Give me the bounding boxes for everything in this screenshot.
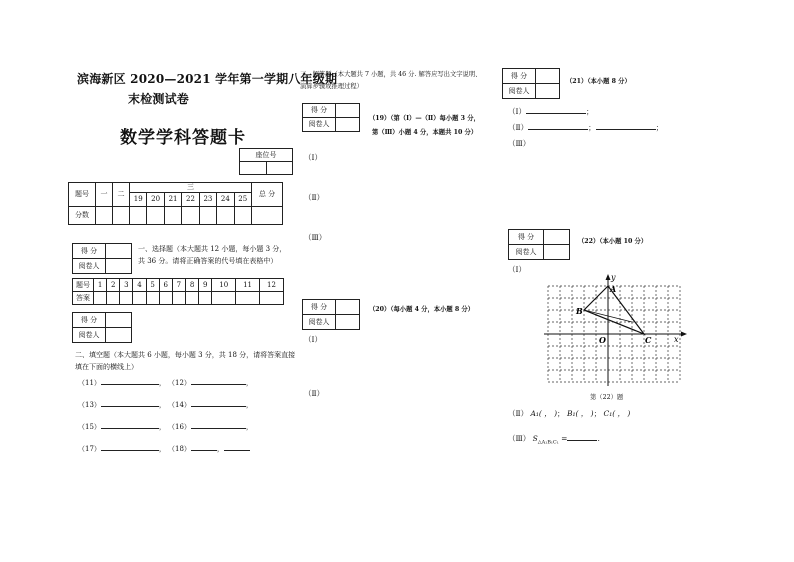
section2-instructions-line1: 二、填空题（本大题共 6 小题，每小题 3 分，共 18 分，请将答案直接 <box>75 351 296 359</box>
grader-score-cell[interactable] <box>336 104 360 118</box>
grader-score-label: 得 分 <box>509 230 544 245</box>
section1-instructions-line2: 共 36 分。请将正确答案的代号填在表格中） <box>138 257 278 265</box>
blank-line[interactable] <box>191 450 217 451</box>
blank-item-18: （18） ， <box>168 446 250 453</box>
area-subscript: △A₁B₁C₁ <box>537 439 559 446</box>
grader-name-label: 阅卷人 <box>73 328 106 343</box>
blank-item-11: （11） ， <box>78 379 166 387</box>
grader-name-cell[interactable] <box>106 259 132 274</box>
blank-item-16: （16） ， <box>168 423 253 431</box>
choice-answer-cell[interactable] <box>146 292 159 305</box>
blank-line[interactable] <box>224 450 250 451</box>
blank-line[interactable] <box>101 406 159 407</box>
score-cell[interactable] <box>217 207 234 225</box>
choice-number: 11 <box>236 279 260 292</box>
score-row-label-number: 题号 <box>69 183 96 207</box>
blank-item-12: （12） ， <box>168 379 253 387</box>
grader-name-label: 阅卷人 <box>303 118 336 132</box>
grader-score-cell[interactable] <box>106 313 132 328</box>
blank-line[interactable] <box>191 406 246 407</box>
choice-answer-cell[interactable] <box>107 292 120 305</box>
grader-box-q20 <box>302 299 360 330</box>
choice-number: 6 <box>159 279 172 292</box>
grader-box-q22 <box>508 229 570 260</box>
score-cell[interactable] <box>182 207 199 225</box>
point-a-label: A <box>610 284 617 294</box>
choice-answer-cell[interactable] <box>236 292 260 305</box>
area-answer-blank[interactable] <box>567 440 597 441</box>
blank-item-13: （13） ， <box>78 401 166 409</box>
exam-title-line1: 滨海新区 2020—2021 学年第一学期八年级期 <box>77 72 338 86</box>
q22-b1[interactable]: B₁( ， ) <box>566 409 594 418</box>
axis-y-label: y <box>611 273 616 282</box>
grader-box-q21 <box>502 68 560 99</box>
blank-item-14: （14） ， <box>168 401 253 409</box>
y-axis-arrow-icon <box>606 274 611 280</box>
q22-part1: （Ⅰ） <box>508 265 526 274</box>
q22-c1[interactable]: C₁( ， ) <box>603 409 631 418</box>
seat-number-table <box>239 148 293 175</box>
q22-a1[interactable]: A₁( ， ) <box>530 409 558 418</box>
blank-line[interactable] <box>526 113 586 114</box>
grader-name-label: 阅卷人 <box>503 84 536 99</box>
score-table <box>68 182 283 225</box>
x-axis-arrow-icon <box>681 332 687 337</box>
choice-answer-cell[interactable] <box>172 292 185 305</box>
score-sub-col: 20 <box>147 193 164 207</box>
score-sub-col: 21 <box>164 193 181 207</box>
q22-heading: （22）（本小题 10 分） <box>578 238 648 245</box>
seat-cell[interactable] <box>266 162 293 175</box>
choice-row-label-answer: 答案 <box>73 292 94 305</box>
choice-number: 7 <box>172 279 185 292</box>
choice-number: 9 <box>199 279 212 292</box>
exam-title-line2: 末检测试卷 <box>128 92 190 106</box>
choice-number: 8 <box>185 279 198 292</box>
figure-caption: 第（22）题 <box>590 394 624 401</box>
score-cell[interactable] <box>252 207 283 225</box>
q21-part3: （Ⅲ） <box>508 139 531 148</box>
blank-line[interactable] <box>596 129 656 130</box>
blank-line[interactable] <box>191 428 246 429</box>
grader-box-section1 <box>72 243 132 274</box>
q19-heading-line2: 第（Ⅲ）小题 4 分，本题共 10 分） <box>372 129 478 136</box>
coordinate-grid-figure <box>540 272 690 392</box>
grader-score-cell[interactable] <box>106 244 132 259</box>
choice-answer-cell[interactable] <box>212 292 236 305</box>
choice-number: 10 <box>212 279 236 292</box>
section1-instructions-line1: 一、选择题（本大题共 12 小题，每小题 3 分， <box>138 245 287 253</box>
choice-answer-cell[interactable] <box>199 292 212 305</box>
grader-box-q19 <box>302 103 360 132</box>
q20-heading: （20）（每小题 4 分，本小题 8 分） <box>369 306 475 313</box>
choice-row-label-number: 题号 <box>73 279 94 292</box>
q19-heading-line1: （19）（第（Ⅰ）—（Ⅱ）每小题 3 分， <box>369 115 480 122</box>
choice-answer-cell[interactable] <box>94 292 107 305</box>
choice-number: 5 <box>146 279 159 292</box>
score-cell[interactable] <box>147 207 164 225</box>
q20-part2: （Ⅱ） <box>304 389 325 398</box>
blank-line[interactable] <box>101 384 159 385</box>
grader-score-label: 得 分 <box>503 69 536 84</box>
score-col-1: 一 <box>96 183 113 207</box>
score-sub-col: 19 <box>130 193 147 207</box>
section3-instructions-line2: 演算步骤或推理过程） <box>300 83 363 90</box>
grader-score-label: 得 分 <box>303 300 336 315</box>
q19-part1: （Ⅰ） <box>304 153 322 162</box>
q22-part3: （Ⅲ） $S_{\triangle A_1B_1C_1}$ = . <box>508 434 600 446</box>
score-total-label: 总 分 <box>252 183 283 207</box>
score-cell[interactable] <box>199 207 216 225</box>
grader-name-label: 阅卷人 <box>509 245 544 260</box>
choice-number: 12 <box>259 279 283 292</box>
score-col-3-group: 三 <box>130 183 252 193</box>
seat-label: 座位号 <box>240 149 293 162</box>
grader-name-cell[interactable] <box>336 315 360 330</box>
point-b-label: B <box>576 306 583 316</box>
origin-label: O <box>599 335 606 345</box>
grader-score-label: 得 分 <box>73 244 106 259</box>
grader-name-label: 阅卷人 <box>73 259 106 274</box>
score-cell[interactable] <box>113 207 130 225</box>
grader-score-label: 得 分 <box>73 313 106 328</box>
score-sub-col: 23 <box>199 193 216 207</box>
area-symbol: S <box>532 434 538 443</box>
choice-answer-cell[interactable] <box>133 292 146 305</box>
grader-name-cell[interactable] <box>336 118 360 132</box>
score-cell[interactable] <box>96 207 113 225</box>
blank-item-17: （17） ， <box>78 445 166 453</box>
choice-answer-cell[interactable] <box>159 292 172 305</box>
q22-part2: （Ⅱ） A₁( ， )； B₁( ， )； C₁( ， ) <box>508 409 631 418</box>
grader-score-cell[interactable] <box>544 230 570 245</box>
q21-part2: （Ⅱ） ； ； <box>508 123 664 132</box>
q20-part1: （Ⅰ） <box>304 335 322 344</box>
choice-answer-cell[interactable] <box>185 292 198 305</box>
answer-card-title: 数学学科答题卡 <box>120 128 246 148</box>
grader-name-cell[interactable] <box>536 84 560 99</box>
grader-name-cell[interactable] <box>544 245 570 260</box>
section2-instructions-line2: 填在下面的横线上） <box>75 363 138 371</box>
choice-number: 3 <box>120 279 133 292</box>
choice-number: 1 <box>94 279 107 292</box>
blank-line[interactable] <box>101 450 159 451</box>
score-sub-col: 22 <box>182 193 199 207</box>
q21-heading: （21）（本小题 8 分） <box>566 78 631 85</box>
score-col-2: 二 <box>113 183 130 207</box>
choice-answer-table <box>72 278 284 305</box>
section3-instructions-line1: 三、解答题（本大题共 7 小题，共 46 分. 解答应写出文字说明、 <box>300 71 482 78</box>
blank-item-15: （15） ， <box>78 423 166 431</box>
choice-answer-cell[interactable] <box>259 292 283 305</box>
score-sub-col: 25 <box>234 193 251 207</box>
grader-name-cell[interactable] <box>106 328 132 343</box>
blank-line[interactable] <box>101 428 159 429</box>
grader-score-label: 得 分 <box>303 104 336 118</box>
q19-part3: （Ⅲ） <box>304 233 327 242</box>
blank-line[interactable] <box>528 129 588 130</box>
grader-score-cell[interactable] <box>336 300 360 315</box>
score-cell[interactable] <box>130 207 147 225</box>
score-cell[interactable] <box>234 207 251 225</box>
axis-x-label: x <box>674 335 679 344</box>
point-c-label: C <box>645 335 652 345</box>
choice-number: 2 <box>107 279 120 292</box>
grader-name-label: 阅卷人 <box>303 315 336 330</box>
grader-box-section2 <box>72 312 132 343</box>
choice-answer-cell[interactable] <box>120 292 133 305</box>
choice-number: 4 <box>133 279 146 292</box>
score-sub-col: 24 <box>217 193 234 207</box>
grader-score-cell[interactable] <box>536 69 560 84</box>
score-row-label-score: 分数 <box>69 207 96 225</box>
blank-line[interactable] <box>191 384 246 385</box>
score-cell[interactable] <box>164 207 181 225</box>
seat-cell[interactable] <box>240 162 267 175</box>
q21-part1: （Ⅰ） ； <box>508 107 594 116</box>
q19-part2: （Ⅱ） <box>304 193 325 202</box>
